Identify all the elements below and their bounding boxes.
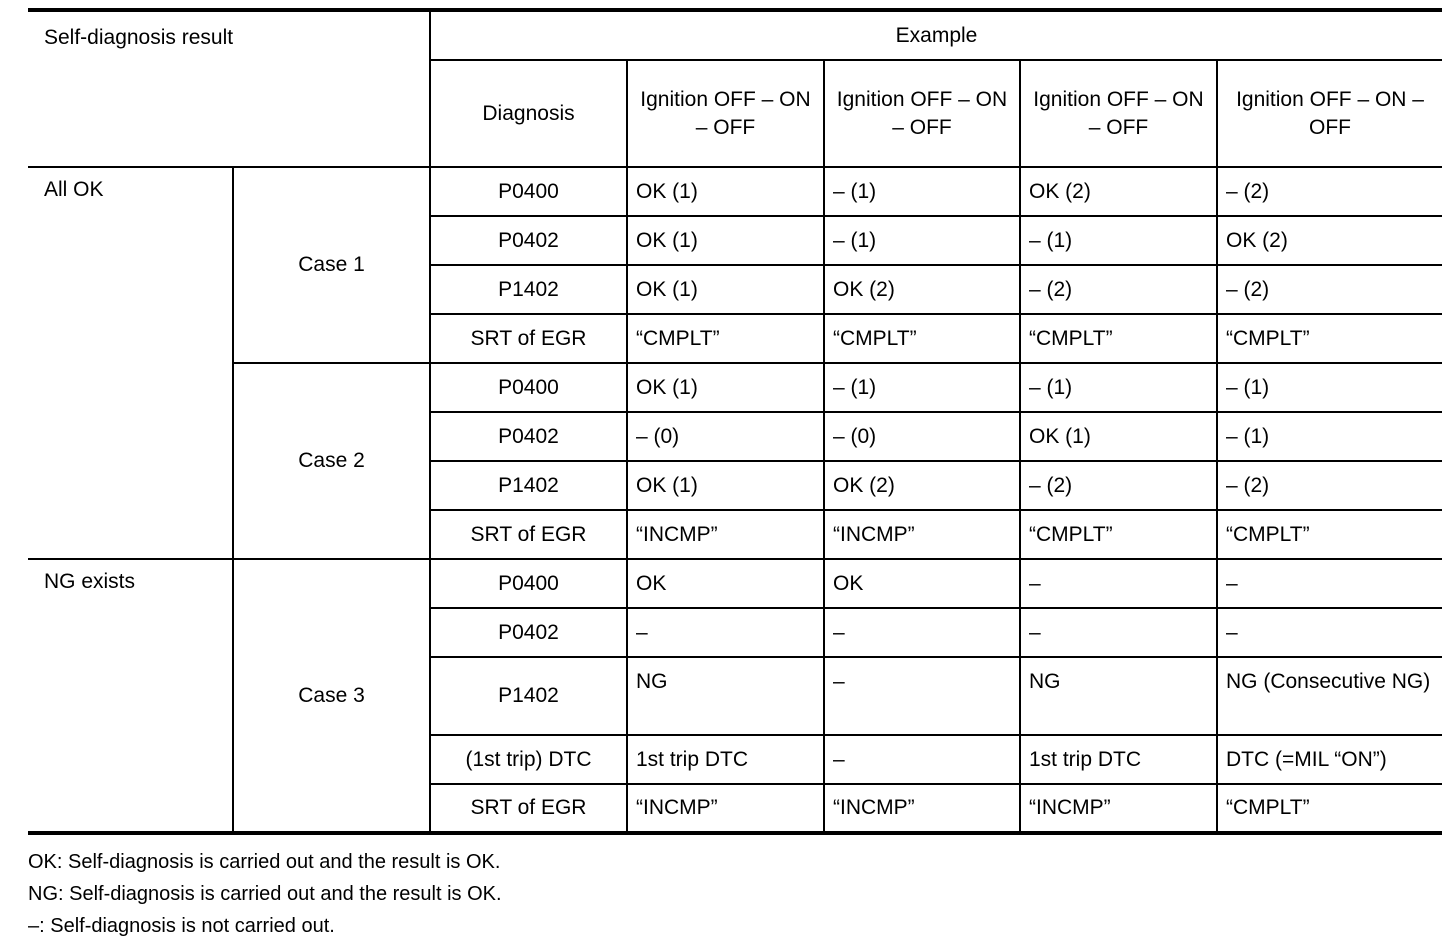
result-cell: OK (627, 559, 824, 608)
result-cell: OK (824, 559, 1020, 608)
result-cell: 1st trip DTC (1020, 735, 1217, 784)
diagnosis-cell: SRT of EGR (430, 510, 627, 559)
result-cell: “INCMP” (1020, 784, 1217, 833)
result-cell: NG (1020, 657, 1217, 735)
result-cell: OK (2) (824, 265, 1020, 314)
diagnosis-cell: P0400 (430, 167, 627, 216)
case-3: Case 3 (233, 559, 430, 833)
result-cell: DTC (=MIL “ON”) (1217, 735, 1442, 784)
result-cell: – (1) (1020, 216, 1217, 265)
header-ignition-3: Ignition OFF – ON – OFF (1020, 60, 1217, 167)
result-cell: – (1020, 559, 1217, 608)
header-self-diagnosis-result: Self-diagnosis result (28, 10, 430, 167)
result-cell: – (0) (627, 412, 824, 461)
case-1: Case 1 (233, 167, 430, 363)
result-cell: – (1) (824, 167, 1020, 216)
note-dash: –: Self-diagnosis is not carried out. (28, 915, 335, 937)
result-cell: “CMPLT” (1217, 510, 1442, 559)
header-ignition-1: Ignition OFF – ON – OFF (627, 60, 824, 167)
result-cell: “CMPLT” (1217, 784, 1442, 833)
result-cell: – (1217, 608, 1442, 657)
note-ok: OK: Self-diagnosis is carried out and the result is OK. (28, 851, 501, 873)
result-cell: OK (1) (627, 216, 824, 265)
result-cell: “INCMP” (824, 510, 1020, 559)
diagnosis-cell: (1st trip) DTC (430, 735, 627, 784)
result-cell: “CMPLT” (1020, 510, 1217, 559)
note-ng: NG: Self-diagnosis is carried out and the result is OK. (28, 883, 502, 905)
result-cell: – (1) (1217, 363, 1442, 412)
result-cell: OK (1) (627, 167, 824, 216)
diagnosis-cell: P1402 (430, 657, 627, 735)
header-example: Example (430, 10, 1442, 60)
result-cell: – (1) (824, 363, 1020, 412)
result-cell: – (0) (824, 412, 1020, 461)
group-ng-exists: NG exists (28, 559, 233, 833)
result-cell: NG (Consecutive NG) (1217, 657, 1442, 735)
header-ignition-2: Ignition OFF – ON – OFF (824, 60, 1020, 167)
result-cell: – (1) (824, 216, 1020, 265)
result-cell: – (2) (1020, 461, 1217, 510)
case-2: Case 2 (233, 363, 430, 559)
result-cell: – (824, 735, 1020, 784)
result-cell: – (824, 657, 1020, 735)
diagnosis-cell: P0400 (430, 559, 627, 608)
result-cell: 1st trip DTC (627, 735, 824, 784)
result-cell: – (2) (1217, 461, 1442, 510)
result-cell: “INCMP” (824, 784, 1020, 833)
result-cell: OK (1) (1020, 412, 1217, 461)
diagnosis-cell: SRT of EGR (430, 314, 627, 363)
header-ignition-4: Ignition OFF – ON – OFF (1217, 60, 1442, 167)
result-cell: – (2) (1217, 167, 1442, 216)
result-cell: – (824, 608, 1020, 657)
result-cell: “CMPLT” (1020, 314, 1217, 363)
result-cell: OK (2) (1020, 167, 1217, 216)
legend-notes (28, 846, 502, 942)
result-cell: – (1) (1217, 412, 1442, 461)
result-cell: – (2) (1217, 265, 1442, 314)
diagnosis-cell: P1402 (430, 265, 627, 314)
header-diagnosis: Diagnosis (430, 60, 627, 167)
result-cell: – (2) (1020, 265, 1217, 314)
result-cell: OK (1) (627, 461, 824, 510)
result-cell: “INCMP” (627, 784, 824, 833)
diagnosis-cell: P0402 (430, 216, 627, 265)
result-cell: OK (1) (627, 363, 824, 412)
result-cell: “INCMP” (627, 510, 824, 559)
diagnosis-cell: P0402 (430, 608, 627, 657)
diagnosis-cell: P0400 (430, 363, 627, 412)
result-cell: “CMPLT” (824, 314, 1020, 363)
result-cell: – (1020, 608, 1217, 657)
result-cell: OK (2) (824, 461, 1020, 510)
diagnosis-cell: P1402 (430, 461, 627, 510)
diagnosis-cell: P0402 (430, 412, 627, 461)
result-cell: NG (627, 657, 824, 735)
result-cell: OK (2) (1217, 216, 1442, 265)
result-cell: – (1) (1020, 363, 1217, 412)
result-cell: – (1217, 559, 1442, 608)
result-cell: OK (1) (627, 265, 824, 314)
result-cell: “CMPLT” (1217, 314, 1442, 363)
diagnosis-cell: SRT of EGR (430, 784, 627, 833)
result-cell: – (627, 608, 824, 657)
result-cell: “CMPLT” (627, 314, 824, 363)
group-all-ok: All OK (28, 167, 233, 559)
self-diagnosis-table (28, 8, 1442, 835)
